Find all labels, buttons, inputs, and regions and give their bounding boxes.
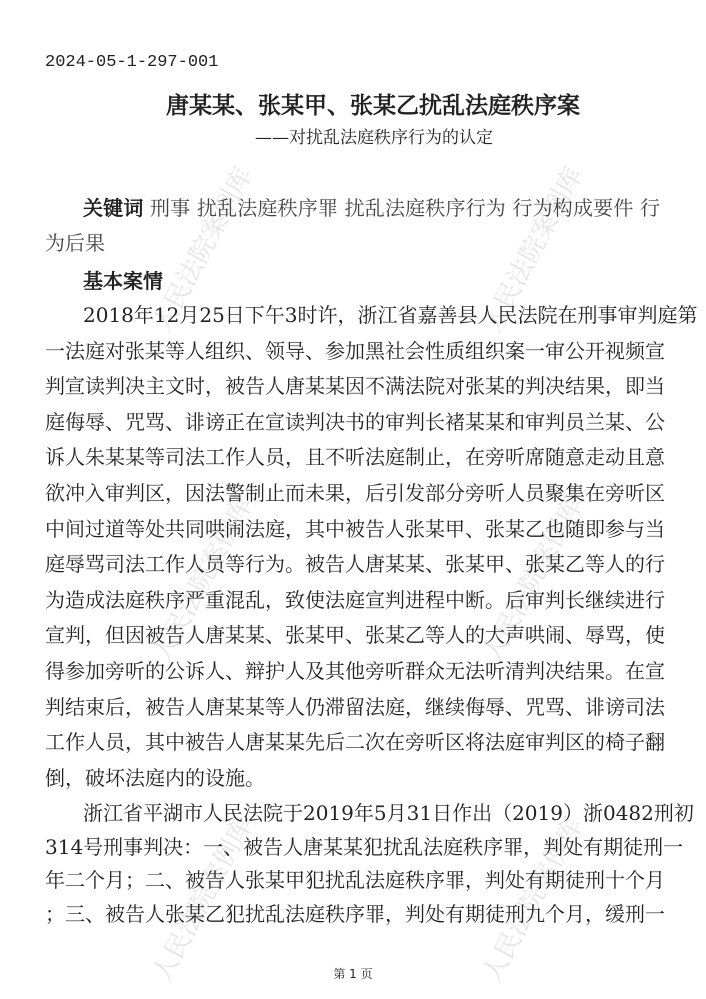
text-line: 倒，破坏法庭内的设施。 — [45, 765, 265, 790]
keywords-line — [83, 196, 660, 220]
keywords-text: 刑事 扰乱法庭秩序罪 扰乱法庭秩序行为 行为构成要件 行 — [150, 196, 661, 220]
keywords-line-2: 为后果 — [45, 231, 105, 255]
text-line: 为造成法庭秩序严重混乱，致使法庭宣判进程中断。后审判长继续进行 — [45, 587, 665, 612]
watermark: 人民法院案例库 — [147, 162, 260, 338]
text-line: 浙江省平湖市人民法院于2019年5月31日作出（2019）浙0482刑初 — [83, 801, 694, 825]
section-heading: 基本案情 — [83, 269, 163, 293]
page-subtitle: ——对扰乱法庭秩序行为的认定 — [255, 128, 493, 148]
text-line: 判结束后，被告人唐某某等人仍滞留法庭，继续侮辱、咒骂、诽谤司法 — [45, 694, 665, 719]
text-line: 欲冲入审判区，因法警制止而未果，后引发部分旁听人员聚集在旁听区 — [45, 481, 665, 505]
text-line: 诉人朱某某等司法工作人员，且不听法庭制止，在旁听席随意走动且意 — [45, 445, 665, 470]
case-number: 2024-05-1-297-001 — [45, 53, 219, 72]
text-line: 庭辱骂司法工作人员等行为。被告人唐某某、张某甲、张某乙等人的行 — [45, 552, 665, 577]
watermark: 人民法院案例库 — [477, 812, 590, 988]
text-line: 一法庭对张某等人组织、领导、参加黑社会性质组织案一审公开视频宣 — [45, 338, 665, 363]
text-line: 2018年12月25日下午3时许，浙江省嘉善县人民法院在刑事审判庭第 — [83, 303, 698, 327]
text-line: 得参加旁听的公诉人、辩护人及其他旁听群众无法听清判决结果。在宣 — [45, 659, 665, 683]
text-line: 314号刑事判决：一、被告人唐某某犯扰乱法庭秩序罪，判处有期徒刑一 — [45, 834, 684, 859]
watermark: 人民法院案例库 — [477, 162, 590, 338]
watermark: 人民法院案例库 — [477, 492, 590, 668]
watermark: 人民法院案例库 — [147, 812, 260, 988]
page-title: 唐某某、张某甲、张某乙扰乱法庭秩序案 — [166, 92, 580, 119]
page-number: 第 1 页 — [333, 967, 373, 981]
text-line: 年二个月；二、被告人张某甲犯扰乱法庭秩序罪，判处有期徒刑十个月 — [45, 868, 665, 892]
text-line: 判宣读判决主文时，被告人唐某某因不满法院对张某的判决结果，即当 — [45, 374, 665, 399]
text-line: 庭侮辱、咒骂、诽谤正在宣读判决书的审判长褚某某和审判员兰某、公 — [45, 409, 665, 434]
text-line: ；三、被告人张某乙犯扰乱法庭秩序罪，判处有期徒刑九个月，缓刑一 — [45, 901, 665, 926]
text-line: 中间过道等处共同哄闹法庭，其中被告人张某甲、张某乙也随即参与当 — [45, 516, 665, 541]
text-line: 宣判，但因被告人唐某某、张某甲、张某乙等人的大声哄闹、辱骂，使 — [45, 623, 665, 648]
text-line: 工作人员，其中被告人唐某某先后二次在旁听区将法庭审判区的椅子翻 — [45, 730, 665, 755]
keywords-label: 关键词 — [83, 196, 144, 220]
watermark: 人民法院案例库 — [147, 492, 260, 668]
